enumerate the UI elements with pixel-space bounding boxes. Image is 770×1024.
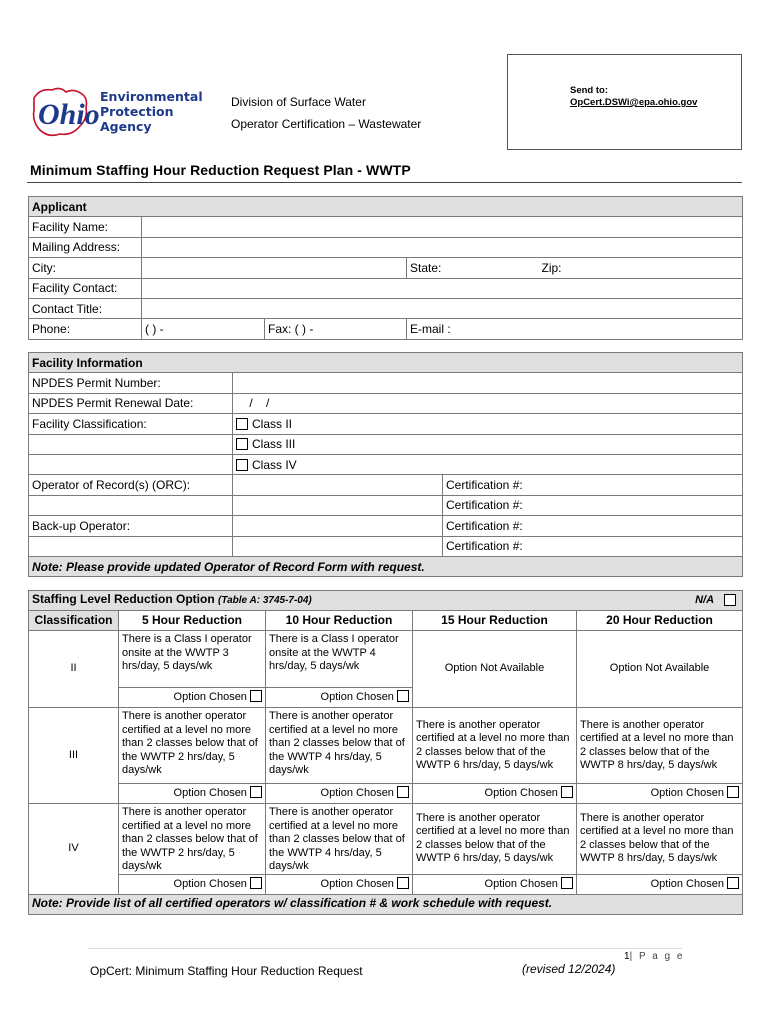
ii-20-hour-na: Option Not Available (577, 631, 743, 708)
facility-note: Note: Please provide updated Operator of Record Form with request. (29, 556, 743, 576)
classification-label: Facility Classification: (29, 414, 233, 434)
option-chosen-label: Option Chosen (650, 787, 724, 800)
facility-contact-label: Facility Contact: (29, 278, 142, 298)
classification-spacer (29, 434, 233, 454)
page-title: Minimum Staffing Hour Reduction Request Plan - WWTP (30, 162, 411, 178)
facility-name-label: Facility Name: (29, 217, 142, 237)
applicant-table (28, 196, 743, 340)
option-chosen-label: Option Chosen (173, 691, 247, 704)
col-20-hour: 20 Hour Reduction (577, 611, 743, 631)
iii-10-hour-desc: There is another operator certified at a level no more than 2 classes below that of the WWTP 4 hrs/day, 5 days/wk (266, 708, 413, 784)
mailing-address-label: Mailing Address: (29, 237, 142, 257)
page-label: | P a g e (629, 951, 685, 962)
title-divider (27, 182, 742, 183)
city-field[interactable] (142, 258, 407, 278)
send-to-label: Send to: (570, 85, 608, 96)
iii-10-checkbox[interactable] (397, 786, 409, 798)
ii-5-checkbox[interactable] (250, 690, 262, 702)
class-iii-checkbox[interactable] (236, 438, 248, 450)
option-chosen-label: Option Chosen (484, 787, 558, 800)
class-ii-checkbox[interactable] (236, 418, 248, 430)
col-classification: Classification (29, 611, 119, 631)
class-ii-cell: II (29, 631, 119, 708)
page-number-value: 1 (624, 951, 630, 962)
class-iii-label: Class III (252, 437, 296, 452)
contact-title-label: Contact Title: (29, 298, 142, 318)
iv-10-option[interactable] (266, 874, 413, 894)
class-ii-option[interactable] (233, 414, 743, 434)
ii-10-checkbox[interactable] (397, 690, 409, 702)
facility-name-field[interactable] (142, 217, 743, 237)
iii-15-option[interactable] (413, 784, 577, 804)
npdes-renewal-field[interactable]: / / (233, 393, 743, 413)
iii-10-option[interactable] (266, 784, 413, 804)
program-name: Operator Certification – Wastewater (231, 117, 422, 131)
page-number (624, 951, 684, 962)
col-5-hour: 5 Hour Reduction (119, 611, 266, 631)
backup-cert-field-1[interactable]: Certification #: (443, 516, 743, 536)
classification-spacer (29, 454, 233, 474)
orc-cert-field-1[interactable]: Certification #: (443, 475, 743, 495)
option-chosen-label: Option Chosen (173, 787, 247, 800)
footer-revision: (revised 12/2024) (522, 962, 616, 976)
option-chosen-label: Option Chosen (173, 877, 247, 890)
city-label: City: (29, 258, 142, 278)
class-ii-label: Class II (252, 416, 293, 431)
zip-label: Zip: (541, 260, 562, 275)
logo-line-2: Protection (100, 104, 174, 119)
facility-info-heading: Facility Information (29, 353, 743, 373)
iv-5-hour-desc: There is another operator certified at a level no more than 2 classes below that of the WWTP 2 hrs/day, 5 days/wk (119, 804, 266, 875)
ii-10-hour-desc: There is a Class I operator onsite at the WWTP 4 hrs/day, 5 days/wk (266, 631, 413, 688)
email-field[interactable]: E-mail : (407, 319, 743, 339)
option-chosen-label: Option Chosen (320, 787, 394, 800)
iii-5-option[interactable] (119, 784, 266, 804)
option-chosen-label: Option Chosen (320, 877, 394, 890)
iv-20-option[interactable] (577, 874, 743, 894)
ii-5-option[interactable] (119, 688, 266, 708)
ohio-state-outline-icon (30, 84, 210, 140)
option-chosen-label: Option Chosen (650, 877, 724, 890)
ii-10-option[interactable] (266, 688, 413, 708)
class-iv-checkbox[interactable] (236, 459, 248, 471)
col-10-hour: 10 Hour Reduction (266, 611, 413, 631)
fax-field[interactable]: Fax: ( ) - (265, 319, 407, 339)
applicant-heading: Applicant (29, 197, 743, 217)
option-chosen-label: Option Chosen (320, 691, 394, 704)
class-iv-cell: IV (29, 804, 119, 895)
iv-10-checkbox[interactable] (397, 877, 409, 889)
state-field[interactable] (407, 258, 542, 278)
iii-5-checkbox[interactable] (250, 786, 262, 798)
staffing-heading-row (29, 591, 743, 611)
zip-field[interactable] (542, 258, 743, 278)
phone-field[interactable]: ( ) - (142, 319, 265, 339)
facility-info-table (28, 352, 743, 577)
ii-5-hour-desc: There is a Class I operator onsite at the WWTP 3 hrs/day, 5 days/wk (119, 631, 266, 688)
backup-label: Back-up Operator: (29, 516, 233, 536)
ohio-epa-logo (30, 84, 210, 140)
npdes-renewal-label: NPDES Permit Renewal Date: (29, 393, 233, 413)
state-label: State: (410, 260, 442, 275)
logo-line-1: Environmental (100, 89, 203, 104)
phone-label: Phone: (29, 319, 142, 339)
na-label: N/A (695, 594, 715, 606)
orc-field-1[interactable] (233, 475, 443, 495)
iii-15-hour-desc: There is another operator certified at a level no more than 2 classes below that of the WWTP 6 hrs/day, 5 days/wk (413, 708, 577, 784)
class-iv-option[interactable] (233, 454, 743, 474)
facility-contact-field[interactable] (142, 278, 743, 298)
orc-field-2[interactable] (233, 495, 443, 515)
ii-15-hour-na: Option Not Available (413, 631, 577, 708)
iii-20-option[interactable] (577, 784, 743, 804)
contact-title-field[interactable] (142, 298, 743, 318)
logo-ohio-text: Ohio (38, 98, 100, 131)
division-name: Division of Surface Water (231, 95, 366, 109)
iv-5-option[interactable] (119, 874, 266, 894)
send-to-email-link[interactable]: OpCert.DSWi@epa.ohio.gov (570, 97, 698, 108)
iv-15-hour-desc: There is another operator certified at a level no more than 2 classes below that of the WWTP 6 hrs/day, 5 days/wk (413, 804, 577, 875)
iii-15-checkbox[interactable] (561, 786, 573, 798)
backup-field-1[interactable] (233, 516, 443, 536)
iii-5-hour-desc: There is another operator certified at a level no more than 2 classes below that of the WWTP 2 hrs/day, 5 days/wk (119, 708, 266, 784)
iv-20-hour-desc: There is another operator certified at a level no more than 2 classes below that of the WWTP 8 hrs/day, 5 days/wk (577, 804, 743, 875)
npdes-number-label: NPDES Permit Number: (29, 373, 233, 393)
orc-cert-field-2[interactable]: Certification #: (443, 495, 743, 515)
class-iii-option[interactable] (233, 434, 743, 454)
footer-form-name: OpCert: Minimum Staffing Hour Reduction Request (90, 964, 363, 978)
iii-20-checkbox[interactable] (727, 786, 739, 798)
class-iii-cell: III (29, 708, 119, 804)
footer-divider (88, 948, 682, 949)
iv-5-checkbox[interactable] (250, 877, 262, 889)
orc-label: Operator of Record(s) (ORC): (29, 475, 233, 495)
npdes-number-field[interactable] (233, 373, 743, 393)
backup-spacer (29, 536, 233, 556)
mailing-address-field[interactable] (142, 237, 743, 257)
na-checkbox[interactable] (724, 594, 736, 606)
iv-20-checkbox[interactable] (727, 877, 739, 889)
backup-field-2[interactable] (233, 536, 443, 556)
col-15-hour: 15 Hour Reduction (413, 611, 577, 631)
staffing-reduction-table (28, 590, 743, 915)
option-chosen-label: Option Chosen (484, 877, 558, 890)
staffing-heading: Staffing Level Reduction Option (32, 592, 215, 607)
iv-15-option[interactable] (413, 874, 577, 894)
orc-spacer (29, 495, 233, 515)
iv-10-hour-desc: There is another operator certified at a level no more than 2 classes below that of the WWTP 4 hrs/day, 5 days/wk (266, 804, 413, 875)
backup-cert-field-2[interactable]: Certification #: (443, 536, 743, 556)
staffing-note: Note: Provide list of all certified operators w/ classification # & work schedule with request. (29, 894, 743, 914)
iii-20-hour-desc: There is another operator certified at a level no more than 2 classes below that of the WWTP 8 hrs/day, 5 days/wk (577, 708, 743, 784)
logo-line-3: Agency (100, 119, 152, 134)
division-block (231, 95, 421, 139)
class-iv-label: Class IV (252, 457, 297, 472)
iv-15-checkbox[interactable] (561, 877, 573, 889)
send-to-box (507, 54, 742, 150)
staffing-table-ref: (Table A: 3745-7-04) (218, 595, 312, 607)
